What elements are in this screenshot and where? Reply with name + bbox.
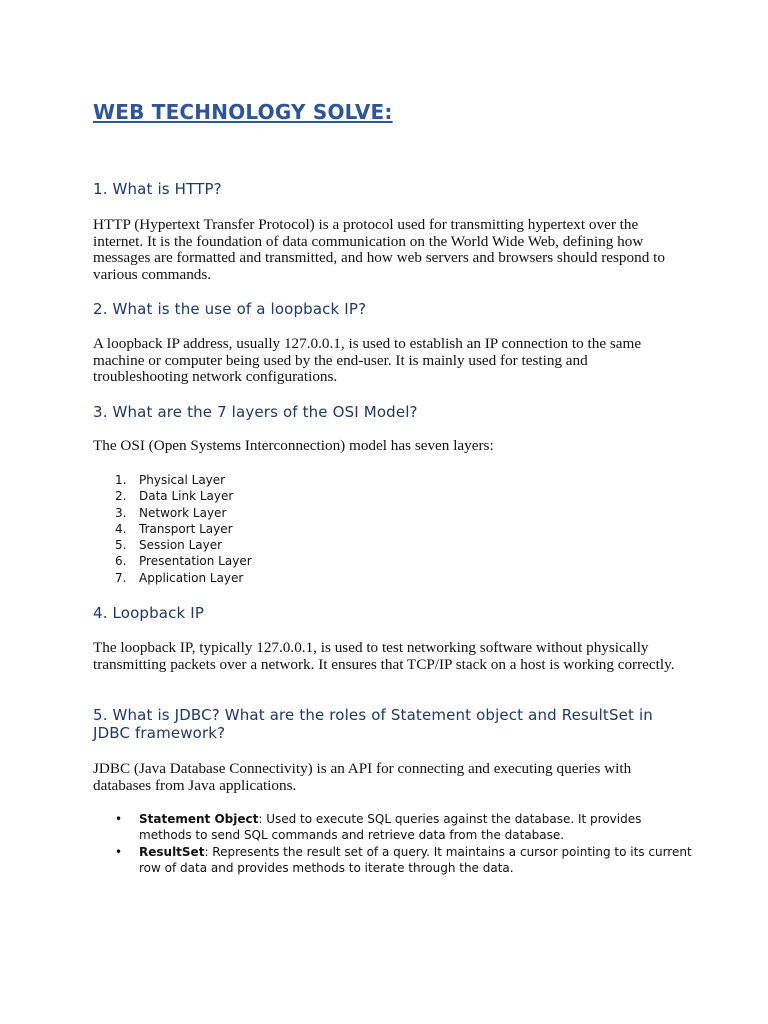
question-2-heading: 2. What is the use of a loopback IP? — [93, 300, 367, 318]
jdbc-roles-list — [93, 811, 693, 876]
document-title: WEB TECHNOLOGY SOLVE: — [93, 100, 393, 124]
list-item: 5. Session Layer — [115, 538, 223, 553]
list-item: • ResultSet: Represents the result set of a query. It maintains a cursor pointing to its current row of data and provides methods to iterate through the data. — [115, 844, 692, 875]
question-1-heading: 1. What is HTTP? — [93, 180, 222, 198]
osi-layers-list — [93, 472, 693, 586]
bullet-icon: • — [115, 812, 123, 826]
list-item: 3. Network Layer — [115, 505, 227, 520]
list-item: 4. Transport Layer — [115, 521, 233, 536]
question-4-answer: The loopback IP, typically 127.0.0.1, is used to test networking software without physically transmitting packets over a network. It ensures that TCP/IP stack on a host is working correctly. — [93, 639, 675, 673]
question-1-answer: HTTP (Hypertext Transfer Protocol) is a protocol used for transmitting hypertext over the internet. It is the foundation of data communication on the World Wide Web, defining how messages are formatted and transmitted, and how web servers and browsers should respond to various commands. — [93, 216, 665, 283]
bullet-icon: • — [115, 844, 123, 859]
question-3-answer: The OSI (Open Systems Interconnection) model has seven layers: — [93, 437, 494, 454]
list-item: 2. Data Link Layer — [115, 489, 234, 504]
question-5-answer: JDBC (Java Database Connectivity) is an API for connecting and executing queries with databases from Java applications. — [93, 760, 632, 794]
question-4-heading: 4. Loopback IP — [93, 604, 205, 622]
question-5-heading: 5. What is JDBC? What are the roles of Statement object and ResultSet in JDBC framework? — [93, 706, 653, 742]
list-item: 6. Presentation Layer — [115, 554, 252, 569]
question-3-heading: 3. What are the 7 layers of the OSI Model? — [93, 403, 418, 421]
list-item: 7. Application Layer — [115, 570, 244, 585]
question-2-answer: A loopback IP address, usually 127.0.0.1, is used to establish an IP connection to the same machine or computer being used by the end-user. It is mainly used for testing and troubleshooting network configurations. — [93, 335, 642, 386]
list-item: 1. Physical Layer — [115, 473, 226, 487]
list-item: • Statement Object: Used to execute SQL queries against the database. It provides methods to send SQL commands and retrieve data from the database. — [115, 812, 642, 843]
